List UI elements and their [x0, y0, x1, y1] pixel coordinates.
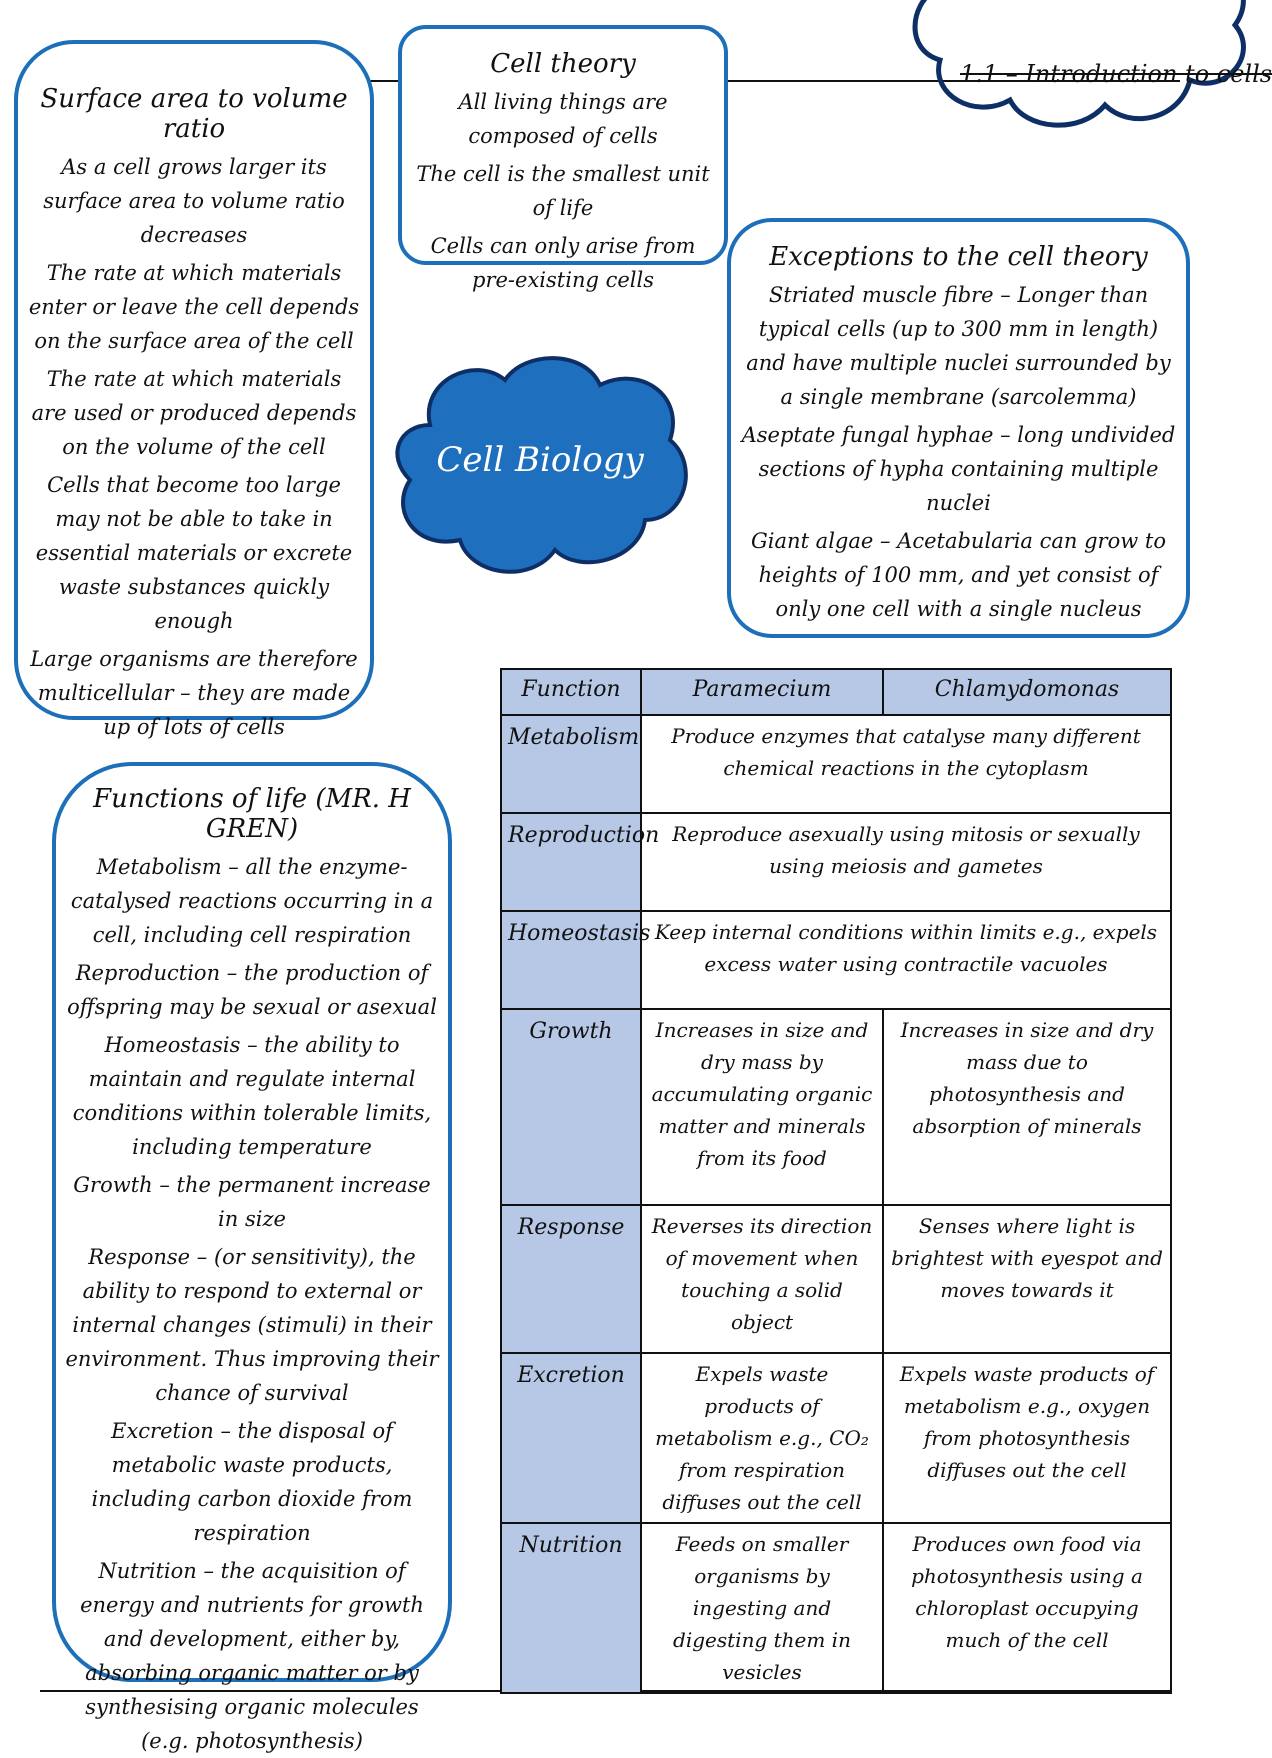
functions-of-life-box: [52, 762, 452, 1754]
table-row: [501, 715, 1171, 813]
paramecium-cell: Expels waste products of metabolism e.g., CO₂ from respiration diffuses out the cell: [641, 1353, 883, 1523]
surface-area-heading: Surface area to volume ratio: [40, 84, 348, 144]
cell-theory-heading: Cell theory: [490, 49, 636, 79]
chlamydomonas-cell: Expels waste products of metabolism e.g., oxygen from photosynthesis diffuses out the cell: [883, 1353, 1171, 1523]
cell-theory-line: Cells can only arise from pre-existing cells: [430, 234, 696, 293]
exceptions-line: Giant algae – Acetabularia can grow to heights of 100 mm, and yet consist of only one cell with a single nucleus: [751, 529, 1166, 622]
paramecium-cell: Feeds on smaller organisms by ingesting and digesting them in vesicles: [641, 1523, 883, 1693]
exceptions-box: [727, 218, 1190, 638]
table-row: [501, 1205, 1171, 1353]
functions-comparison-table: [500, 668, 1172, 1694]
function-cell: Metabolism: [501, 715, 641, 813]
column-header: Chlamydomonas: [883, 669, 1171, 715]
table-header-row: [501, 669, 1171, 715]
cell-theory-box: [398, 25, 728, 293]
paramecium-cell: Increases in size and dry mass by accumulating organic matter and minerals from its food: [641, 1009, 883, 1205]
exceptions-line: Aseptate fungal hyphae – long undivided sections of hypha containing multiple nuclei: [741, 423, 1176, 516]
surface-area-line: Large organisms are therefore multicellular – they are made up of lots of cells: [30, 647, 358, 740]
function-cell: Homeostasis: [501, 911, 641, 1009]
exceptions-line: Striated muscle fibre – Longer than typical cells (up to 300 mm in length) and have multiple nuclei surrounded by a single membrane (sarcolemma): [746, 283, 1171, 410]
column-header: Function: [501, 669, 641, 715]
shared-description-cell: Reproduce asexually using mitosis or sexually using meiosis and gametes: [641, 813, 1171, 911]
chlamydomonas-cell: Senses where light is brightest with eyespot and moves towards it: [883, 1205, 1171, 1353]
surface-area-line: Cells that become too large may not be able to take in essential materials or excrete waste substances quickly enough: [35, 473, 353, 634]
exceptions-heading: Exceptions to the cell theory: [769, 242, 1148, 272]
functions-of-life-line: Reproduction – the production of offspring may be sexual or asexual: [67, 961, 437, 1020]
functions-of-life-line: Metabolism – all the enzyme-catalysed reactions occurring in a cell, including cell respiration: [70, 855, 434, 948]
cell-theory-line: All living things are composed of cells: [458, 90, 668, 149]
functions-of-life-line: Nutrition – the acquisition of energy and nutrients for growth and development, either by, absorbing organic matter or by synthesising organic molecules (e.g. photosynthesis): [80, 1559, 424, 1754]
title-cloud-outline: [915, 0, 1255, 190]
functions-of-life-line: Response – (or sensitivity), the ability to respond to external or internal changes (stimuli) in their environment. Thus improving their chance of survival: [65, 1245, 439, 1406]
function-cell: Excretion: [501, 1353, 641, 1523]
table-row: [501, 1353, 1171, 1523]
surface-area-line: The rate at which materials enter or leave the cell depends on the surface area of the cell: [28, 261, 360, 354]
function-cell: Response: [501, 1205, 641, 1353]
table-row: [501, 813, 1171, 911]
function-cell: Nutrition: [501, 1523, 641, 1693]
shared-description-cell: Keep internal conditions within limits e.g., expels excess water using contractile vacuoles: [641, 911, 1171, 1009]
cell-biology-label: Cell Biology: [436, 440, 644, 480]
page-title: 1.1 – Introduction to cells: [960, 60, 1272, 88]
surface-area-line: As a cell grows larger its surface area to volume ratio decreases: [43, 155, 345, 248]
function-cell: Growth: [501, 1009, 641, 1205]
functions-of-life-line: Growth – the permanent increase in size: [73, 1173, 431, 1232]
surface-area-box: [14, 40, 374, 740]
paramecium-cell: Reverses its direction of movement when touching a solid object: [641, 1205, 883, 1353]
surface-area-line: The rate at which materials are used or produced depends on the volume of the cell: [31, 367, 357, 460]
functions-of-life-heading: Functions of life (MR. H GREN): [93, 784, 411, 844]
shared-description-cell: Produce enzymes that catalyse many different chemical reactions in the cytoplasm: [641, 715, 1171, 813]
table-row: [501, 1009, 1171, 1205]
column-header: Paramecium: [641, 669, 883, 715]
chlamydomonas-cell: Increases in size and dry mass due to photosynthesis and absorption of minerals: [883, 1009, 1171, 1205]
functions-of-life-line: Homeostasis – the ability to maintain and regulate internal conditions within tolerable limits, including temperature: [72, 1033, 432, 1160]
functions-of-life-line: Excretion – the disposal of metabolic waste products, including carbon dioxide from respiration: [91, 1419, 413, 1546]
function-cell: Reproduction: [501, 813, 641, 911]
cell-theory-line: The cell is the smallest unit of life: [416, 162, 710, 221]
table-row: [501, 1523, 1171, 1693]
chlamydomonas-cell: Produces own food via photosynthesis using a chloroplast occupying much of the cell: [883, 1523, 1171, 1693]
table-row: [501, 911, 1171, 1009]
